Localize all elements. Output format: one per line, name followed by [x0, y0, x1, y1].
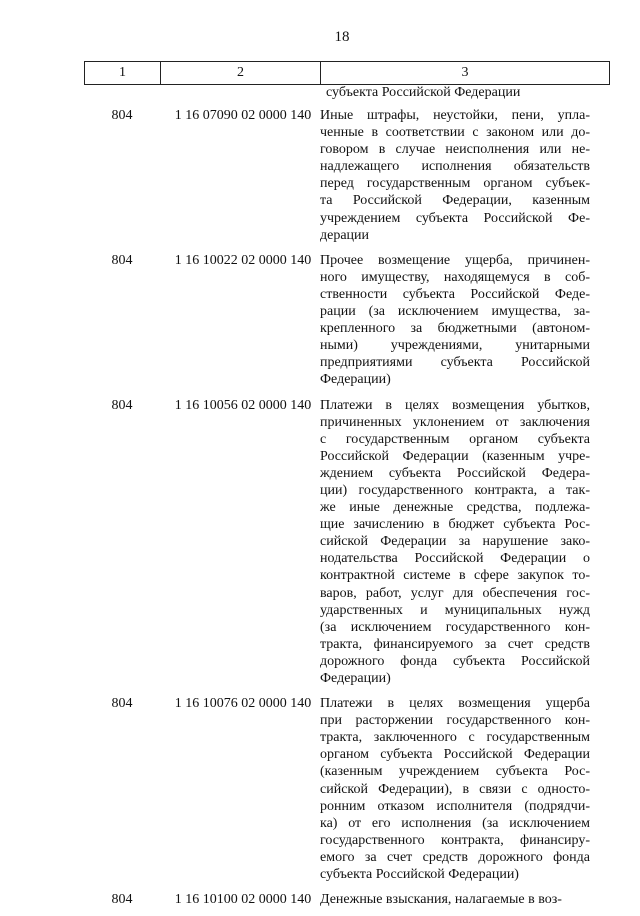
budget-classification-code: 1 16 10076 02 0000 140 — [174, 696, 312, 712]
table-header — [84, 61, 610, 85]
description-line: (за исключением государственного кон- — [320, 619, 590, 635]
admin-code: 804 — [111, 892, 133, 908]
description-line: варов, работ, услуг для обеспечения гос- — [320, 585, 590, 601]
description-line: ждением субъекта Российской Федера- — [320, 465, 590, 481]
revenue-description — [320, 695, 590, 883]
description-line: при расторжении государственного кон- — [320, 713, 590, 729]
description-line: Платежи в целях возмещения ущерба — [320, 696, 590, 712]
admin-code: 804 — [111, 397, 133, 413]
description-line: тракта, финансируемого за счет средств — [320, 636, 590, 652]
continued-description: субъекта Российской Федерации — [326, 85, 521, 100]
description-line: та Российской Федерации, казенным — [320, 193, 590, 209]
admin-code: 804 — [111, 696, 133, 712]
description-line: Платежи в целях возмещения убытков, — [320, 397, 590, 413]
description-line: Российской Федерации (казенным учре- — [320, 448, 590, 464]
description-line: Иные штрафы, неустойки, пени, упла- — [320, 108, 590, 123]
description-line: контрактной системе в сфере закупок то- — [320, 568, 590, 584]
admin-code: 804 — [111, 108, 133, 123]
description-line: перед государственным органом субъек- — [320, 176, 590, 192]
description-line: ного имуществу, находящемуся в соб- — [320, 269, 590, 285]
budget-classification-code: 1 16 10022 02 0000 140 — [174, 252, 312, 268]
table-row — [84, 252, 610, 389]
description-line: субъекта Российской Федерации) — [320, 867, 519, 883]
description-line: ченные в соответствии с законом или до- — [320, 125, 590, 141]
description-line: учреждением субъекта Российской Фе- — [320, 210, 590, 226]
revenue-description — [320, 891, 590, 908]
description-line: дорожного фонда субъекта Российской — [320, 653, 590, 669]
description-line: тракта, заключенного с государственным — [320, 730, 590, 746]
description-line: ственности субъекта Российской Феде- — [320, 286, 590, 302]
description-line: щие зачислению в бюджет субъекта Рос- — [320, 517, 590, 533]
description-line: предприятиями субъекта Российской — [320, 355, 590, 371]
revenue-description — [320, 107, 590, 244]
revenue-description — [320, 397, 590, 688]
table-row — [84, 397, 610, 688]
description-line: сийской Федерации), в связи с односто- — [320, 781, 590, 797]
description-line: с государственным органом субъекта — [320, 431, 590, 447]
description-line: причиненных уклонением от заключения — [320, 414, 590, 430]
description-line: крепленного за бюджетными (автоном- — [320, 321, 590, 337]
description-line: Прочее возмещение ущерба, причинен- — [320, 252, 590, 268]
description-line: дерации — [320, 227, 370, 243]
table-row — [84, 107, 610, 244]
revenue-description — [320, 252, 590, 389]
table-header-col-1: 1 — [85, 62, 161, 84]
table-row — [84, 695, 610, 883]
description-line: же иные денежные средства, подлежа- — [320, 500, 590, 516]
description-line: ка) от его исполнения (за исключением — [320, 815, 590, 831]
table-header-col-2: 2 — [161, 62, 321, 84]
description-line: Федерации) — [320, 671, 391, 686]
description-line: емого за счет средств дорожного фонда — [320, 849, 590, 865]
description-line: Федерации) — [320, 372, 391, 388]
table-row — [84, 891, 610, 908]
description-line: ными) учреждениями, унитарными — [320, 338, 590, 354]
table-header-col-3: 3 — [461, 65, 469, 80]
description-line: органом субъекта Российской Федерации — [320, 747, 590, 763]
page-number: 18 — [334, 29, 350, 45]
budget-classification-code: 1 16 10100 02 0000 140 — [174, 892, 312, 908]
description-line: государственного контракта, финансиру- — [320, 832, 590, 848]
table-body — [84, 107, 610, 916]
description-line: ударственных и муниципальных нужд — [320, 602, 590, 618]
description-line: говором в случае неисполнения или не- — [320, 142, 590, 158]
description-line: надлежащего исполнения обязательств — [320, 159, 590, 175]
admin-code: 804 — [111, 252, 133, 268]
description-line: ронним отказом исполнителя (подрядчи- — [320, 798, 590, 814]
description-line: сийской Федерации за нарушение зако- — [320, 534, 590, 550]
description-line: Денежные взыскания, налагаемые в воз- — [320, 892, 562, 908]
description-line: ции) государственного контракта, а так- — [320, 482, 590, 498]
budget-classification-code: 1 16 10056 02 0000 140 — [174, 397, 312, 413]
description-line: рации (за исключением имущества, за- — [320, 304, 590, 320]
description-line: (казенным учреждением субъекта Рос- — [320, 764, 590, 780]
budget-classification-code: 1 16 07090 02 0000 140 — [174, 108, 312, 123]
description-line: нодательства Российской Федерации о — [320, 551, 590, 567]
